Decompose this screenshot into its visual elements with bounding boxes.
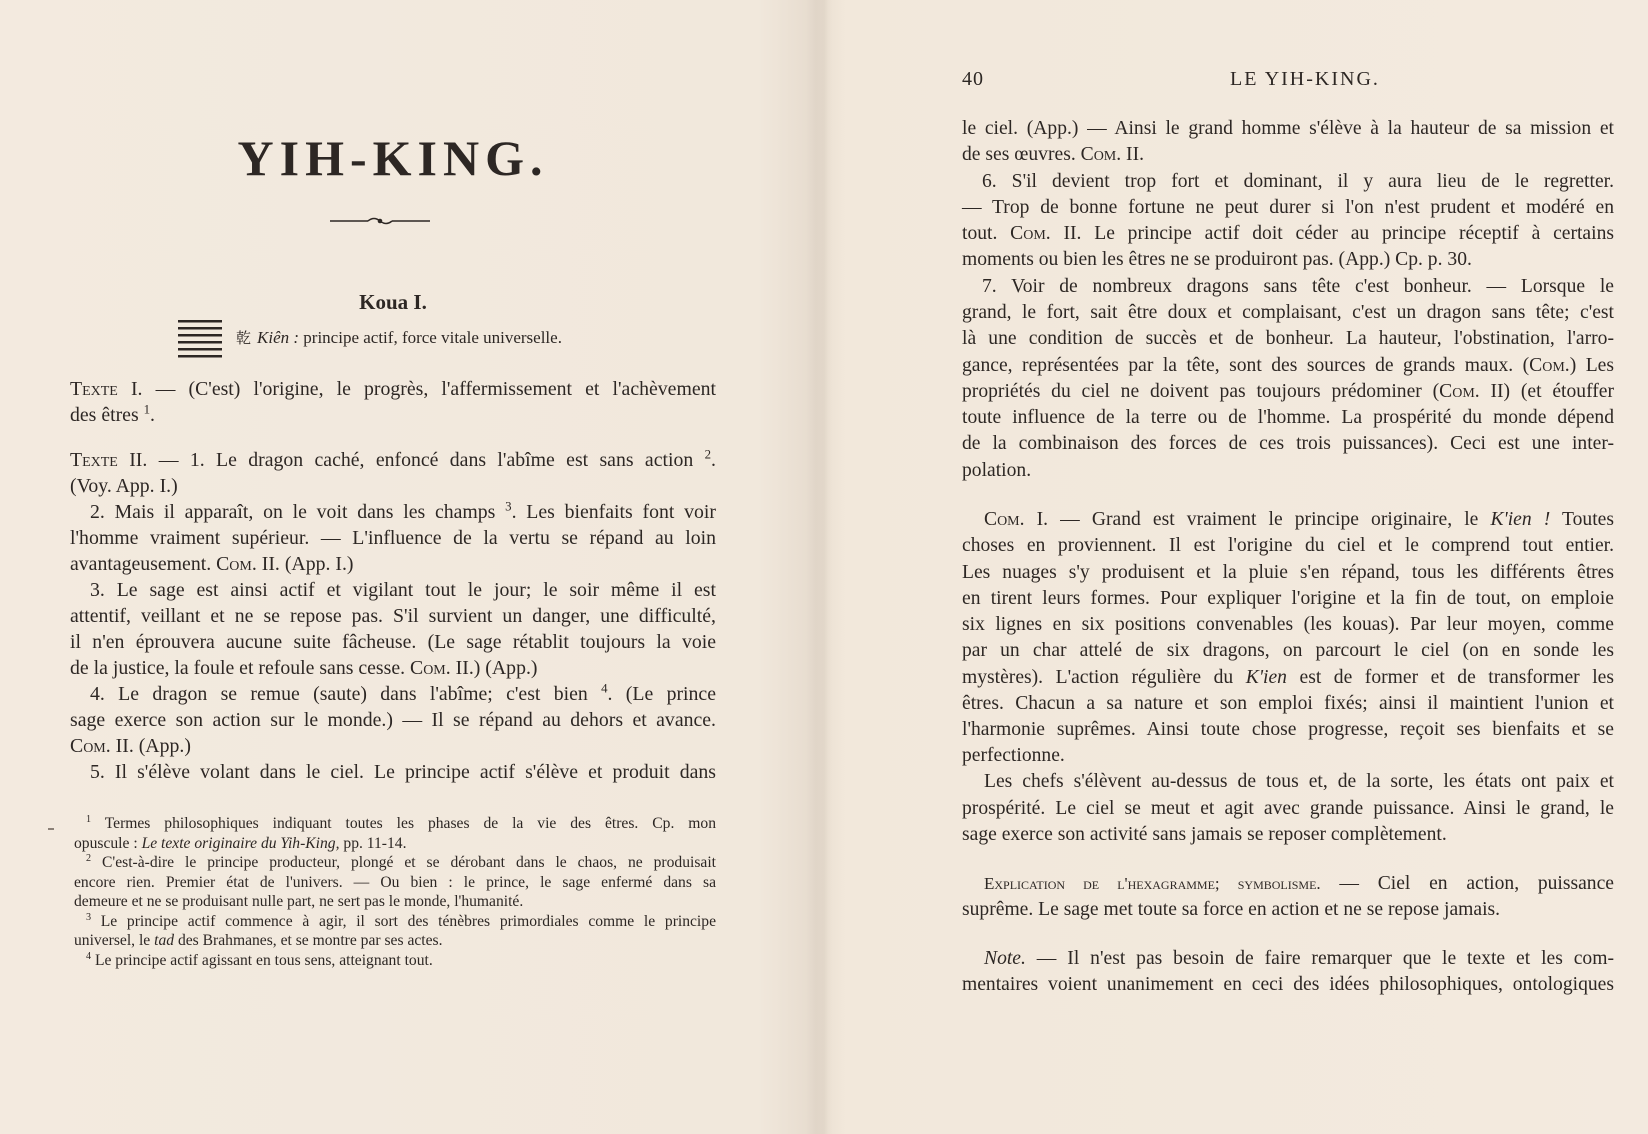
page-number: 40 <box>962 68 984 90</box>
hexagram-name: Kiên : <box>257 328 300 347</box>
footnote-ref: 1 <box>143 402 151 417</box>
body-line: gance, représentées par la tête, sont des sources de grands maux. (Com.) Les <box>962 355 1614 376</box>
body-line: attentif, veillant et ne se repose pas. S'il survient un danger, une difficulté, <box>70 605 716 627</box>
body-line: grand, le fort, sait être doux et complaisant, c'est un dragon sans tête; c'est <box>962 302 1614 323</box>
footnote: opuscule : Le texte originaire du Yih-King, pp. 11-14. <box>74 835 407 852</box>
hexagram-character: 乾 <box>236 329 252 347</box>
body-line: sage exerce son action sur le monde.) — Il se répand au dehors et avance. <box>70 709 716 731</box>
body-line: six lignes en six positions convenables (les kouas). Par leur moyen, comme <box>962 614 1614 635</box>
body-line: de ses œuvres. Com. II. <box>962 144 1145 165</box>
hexagram-icon <box>178 320 222 358</box>
koua-heading: Koua I. <box>359 290 427 314</box>
body-line: mentaires voient unanimement en ceci des idées philosophiques, ontologiques <box>962 974 1614 995</box>
body-label: Texte <box>70 449 118 471</box>
body-line: 5. Il s'élève volant dans le ciel. Le principe actif s'élève et produit dans <box>90 761 716 783</box>
body-line: Texte I. — (C'est) l'origine, le progrès, l'affermissement et l'achèvement <box>70 378 716 400</box>
body-line: Texte II. — 1. Le dragon caché, enfoncé dans l'abîme est sans action $^2$. <box>70 447 716 471</box>
body-line: sage exerce son activité sans jamais se reposer complètement. <box>962 824 1447 845</box>
body-line: choses en proviennent. Il est l'origine du ciel et le comprend tout entier. <box>962 535 1614 556</box>
hexagram-row <box>178 318 718 358</box>
footnote: universel, le tad des Brahmanes, et se montre par ses actes. <box>74 932 443 949</box>
running-head <box>962 68 1614 98</box>
body-line: l'harmonie suprêmes. Ainsi toute chose progresse, reçoit ses bienfaits et se <box>962 719 1614 740</box>
body-line: 4. Le dragon se remue (saute) dans l'abîme; c'est bien $^4$. (Le prince <box>90 681 716 705</box>
body-line: (Voy. App. I.) <box>70 475 178 497</box>
body-line: Note. — Il n'est pas besoin de faire remarquer que le texte et les com- <box>984 948 1614 969</box>
ornament-divider-icon <box>330 214 430 228</box>
body-line: moments ou bien les êtres ne se produiront pas. (App.) Cp. p. 30. <box>962 249 1472 270</box>
body-line: 6. S'il devient trop fort et dominant, il y aura lieu de le regretter. <box>982 171 1614 192</box>
body-line: de la justice, la foule et refoule sans cesse. Com. II.) (App.) <box>70 657 538 679</box>
body-line: toute influence de la terre ou de l'homme. La prospérité du monde dépend <box>962 407 1614 428</box>
footnote: $^2$ C'est-à-dire le principe producteur, plongé et se dérobant dans le chaos, ne produisait <box>86 852 716 871</box>
footnote-ref: 2 <box>704 447 712 462</box>
footnote: demeure et ne se produisant nulle part, ne sert pas le monde, l'humanité. <box>74 893 524 910</box>
body-line: suprême. Le sage met toute sa force en action et ne se repose jamais. <box>962 899 1501 920</box>
body-line: de la combinaison des forces de ces trois puissances). Ceci est une inter- <box>962 433 1614 454</box>
body-line: Com. I. — Grand est vraiment le principe originaire, le K'ien ! Toutes <box>984 509 1614 530</box>
body-line: il n'en éprouvera aucune suite fâcheuse. (Le sage rétablit toujours la voie <box>70 631 716 653</box>
body-line: Les chefs s'élèvent au-dessus de tous et, de la sorte, les états ont paix et <box>984 771 1614 792</box>
body-line: 7. Voir de nombreux dragons sans tête c'est bonheur. — Lorsque le <box>982 276 1614 297</box>
body-line: des êtres $^1$. <box>70 402 155 426</box>
footnote: $^3$ Le principe actif commence à agir, il sort des ténèbres primordiales comme le principe <box>86 911 716 930</box>
body-line: êtres. Chacun a sa nature et son emploi fixés; ainsi il maintient l'union et <box>962 693 1614 714</box>
body-line: l'homme vraiment supérieur. — L'influence de la vertu se répand au loin <box>70 527 716 549</box>
page-title: YIH-KING. <box>237 130 549 186</box>
footnote-ref: 3 <box>505 499 512 514</box>
body-label: Texte <box>70 378 118 400</box>
hexagram-description <box>236 327 562 349</box>
body-line: prospérité. Le ciel se meut et agit avec grande puissance. Ainsi le grand, le <box>962 798 1614 819</box>
body-line: Explication de l'hexagramme; symbolisme. — Ciel en action, puissance <box>984 873 1614 894</box>
footnote: encore rien. Premier état de l'univers. — Ou bien : le prince, le sage enfermé dans sa <box>74 874 716 891</box>
body-line: par un char attelé de six dragons, on parcourt le ciel (on en sonde les <box>962 640 1614 661</box>
body-line: avantageusement. Com. II. (App. I.) <box>70 553 354 575</box>
body-line: en tirent leurs formes. Pour expliquer l'origine et la fin de tout, on emploie <box>962 588 1614 609</box>
body-line: le ciel. (App.) — Ainsi le grand homme s'élève à la hauteur de sa mission et <box>962 118 1614 139</box>
footnote-ref: 4 <box>601 681 608 696</box>
body-line: mystères). L'action régulière du K'ien est de former et de transformer les <box>962 667 1614 688</box>
running-title: LE YIH-KING. <box>1230 68 1380 90</box>
left-page <box>0 0 820 1134</box>
body-line: tout. Com. II. Le principe actif doit céder au principe réceptif à certains <box>962 223 1614 244</box>
body-line: polation. <box>962 460 1032 481</box>
body-line: propriétés du ciel ne doivent pas toujours prédominer (Com. II) (et étouffer <box>962 381 1615 402</box>
footnote: $^1$ Termes philosophiques indiquant toutes les phases de la vie des êtres. Cp. mon <box>86 813 716 832</box>
body-line: 2. Mais il apparaît, on le voit dans les champs $^3$. Les bienfaits font voir <box>90 499 716 523</box>
hexagram-meaning: principe actif, force vitale universelle. <box>303 328 562 347</box>
margin-mark <box>48 828 54 830</box>
body-line: là une condition de succès et de bonheur. La hauteur, l'obstination, l'arro- <box>962 328 1614 349</box>
body-line: perfectionne. <box>962 745 1065 766</box>
body-line: 3. Le sage est ainsi actif et vigilant tout le jour; le soir même il est <box>90 579 716 601</box>
body-line: Com. II. (App.) <box>70 735 191 757</box>
footnote: $^4$ Le principe actif agissant en tous sens, atteignant tout. <box>86 950 433 969</box>
body-line: Les nuages s'y produisent et la pluie s'en répand, tous les différents êtres <box>962 562 1614 583</box>
body-line: — Trop de bonne fortune ne peut durer si l'on n'est prudent et modéré en <box>962 197 1614 218</box>
